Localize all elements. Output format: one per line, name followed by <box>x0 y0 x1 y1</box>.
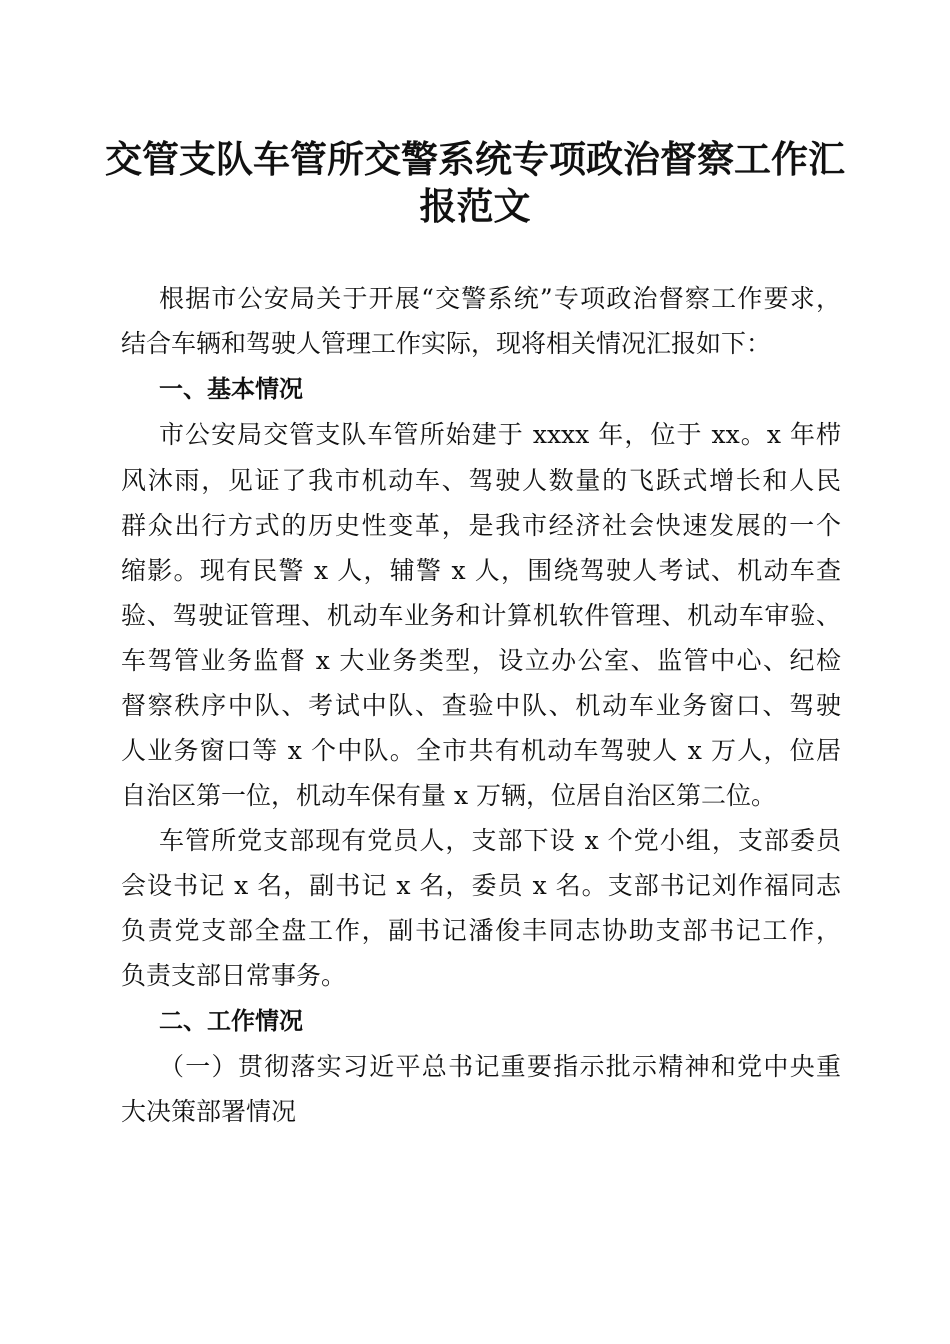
document-title-line-2: 报范文 <box>419 184 531 228</box>
para-2-line-4: 负责支部日常事务。 <box>121 961 347 990</box>
subsection-1-line-2: 大决策部署情况 <box>121 1097 297 1126</box>
para-1-line-4: 缩影。现有民警 x 人，辅警 x 人，围绕驾驶人考试、机动车查 <box>121 556 841 585</box>
para-1-line-3: 群众出行方式的历史性变革，是我市经济社会快速发展的一个 <box>121 511 841 540</box>
para-1-line-6: 车驾管业务监督 x 大业务类型，设立办公室、监管中心、纪检 <box>121 646 841 675</box>
para-1-line-7: 督察秩序中队、考试中队、查验中队、机动车业务窗口、驾驶 <box>121 691 841 720</box>
para-1-line-5: 验、驾驶证管理、机动车业务和计算机软件管理、机动车审验、 <box>121 601 841 630</box>
subsection-1-line-1: （一）贯彻落实习近平总书记重要指示批示精神和党中央重 <box>159 1052 841 1081</box>
para-2-line-2: 会设书记 x 名，副书记 x 名，委员 x 名。支部书记刘作福同志 <box>121 871 841 900</box>
para-1-line-1: 市公安局交管支队车管所始建于 xxxx 年，位于 xx。x 年栉 <box>159 420 841 449</box>
section-1-heading: 一、基本情况 <box>159 375 303 403</box>
para-1-line-8: 人业务窗口等 x 个中队。全市共有机动车驾驶人 x 万人，位居 <box>121 736 841 765</box>
para-1-line-9: 自治区第一位，机动车保有量 x 万辆，位居自治区第二位。 <box>121 781 776 810</box>
para-2-line-1: 车管所党支部现有党员人，支部下设 x 个党小组，支部委员 <box>159 826 841 855</box>
document-title-line-1: 交管支队车管所交警系统专项政治督察工作汇 <box>105 137 845 181</box>
para-1-line-2: 风沐雨，见证了我市机动车、驾驶人数量的飞跃式增长和人民 <box>121 466 841 495</box>
intro-line-1: 根据市公安局关于开展“交警系统”专项政治督察工作要求， <box>159 284 841 313</box>
para-2-line-3: 负责党支部全盘工作，副书记潘俊丰同志协助支部书记工作， <box>121 916 841 945</box>
intro-line-2: 结合车辆和驾驶人管理工作实际，现将相关情况汇报如下： <box>121 329 772 358</box>
section-2-heading: 二、工作情况 <box>159 1007 303 1035</box>
